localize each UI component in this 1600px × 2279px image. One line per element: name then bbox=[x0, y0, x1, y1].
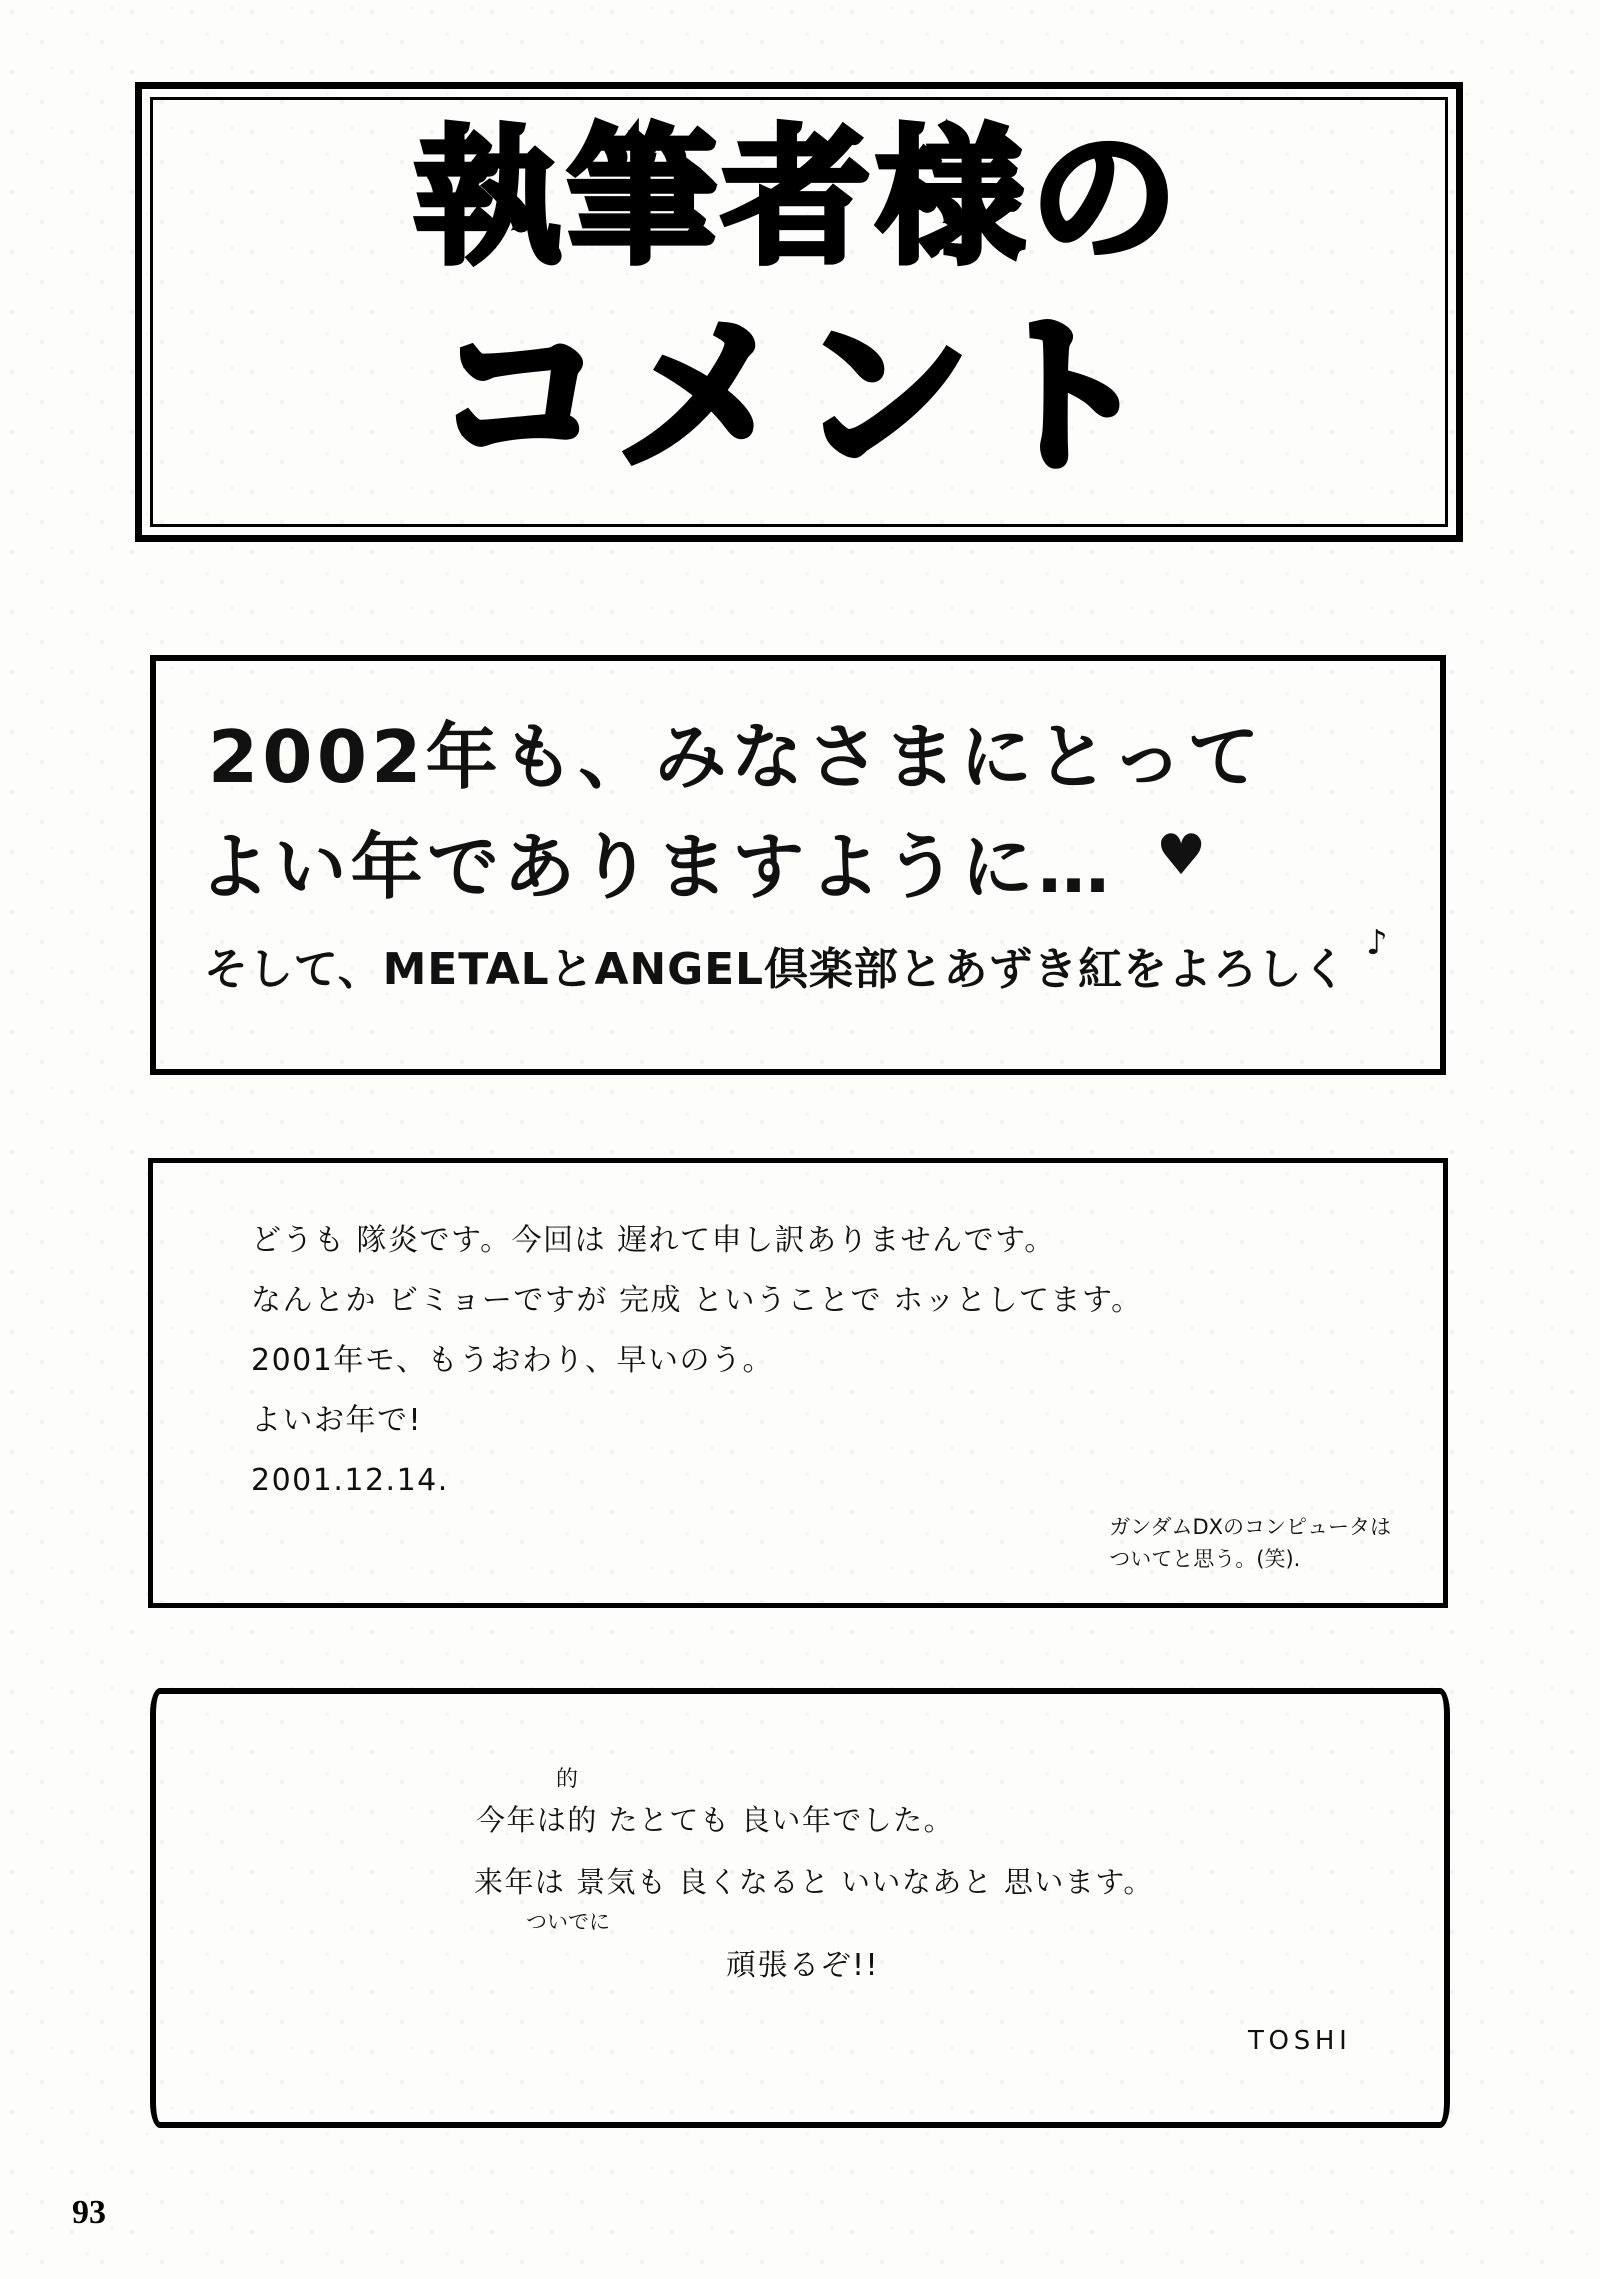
toshi-line-2: 来年は 景気も 良くなると いいなあと 思います。 bbox=[474, 1865, 1154, 1899]
toshi-superscript: 的 bbox=[556, 1767, 579, 1792]
note-line: 2001.12.14. bbox=[251, 1463, 449, 1498]
toshi-line-3: 頑張るぞ!! bbox=[726, 1948, 880, 1983]
note-line: なんとか ビミョーですが 完成 ということで ホッとしてます。 bbox=[251, 1283, 1143, 1318]
title-line-2: コメント bbox=[435, 298, 1163, 496]
toshi-comment-box bbox=[150, 1688, 1450, 2128]
greeting-line-3: そして、METALとANGEL倶楽部とあずき紅をよろしく bbox=[204, 944, 1348, 995]
toshi-subscript: ついでに bbox=[526, 1910, 610, 1934]
note-line: 2001年モ、もうおわり、早いのう。 bbox=[251, 1343, 775, 1378]
note-aside-line: ついてと思う。(笑). bbox=[1109, 1547, 1301, 1571]
greeting-line-2: よい年でありますように… bbox=[198, 825, 1114, 909]
title-line-1: 執筆者様の bbox=[414, 112, 1184, 284]
title-banner-inner-border bbox=[150, 97, 1448, 527]
note-text-block bbox=[251, 1211, 1143, 1511]
title-banner bbox=[135, 82, 1463, 542]
note-line: どうも 隊炎です。今回は 遅れて申し訳ありませんです。 bbox=[251, 1223, 1056, 1258]
greeting-comment-box bbox=[150, 655, 1446, 1075]
greeting-line-1: 2002年も、みなさまにとって bbox=[208, 715, 1264, 799]
page-number: 93 bbox=[72, 2194, 106, 2231]
toshi-line-1: 今年は的 たとても 良い年でした。 bbox=[476, 1803, 955, 1837]
note-aside-block bbox=[1109, 1511, 1391, 1575]
note-aside-line: ガンダムDXのコンピュータは bbox=[1109, 1515, 1391, 1539]
note-comment-box bbox=[148, 1158, 1448, 1608]
greeting-line-3-mark: ♪ bbox=[1366, 923, 1388, 963]
note-line: よいお年で! bbox=[251, 1403, 423, 1438]
heart-icon: ♥ bbox=[1156, 823, 1207, 888]
toshi-signature: TOSHI bbox=[1248, 2026, 1352, 2056]
